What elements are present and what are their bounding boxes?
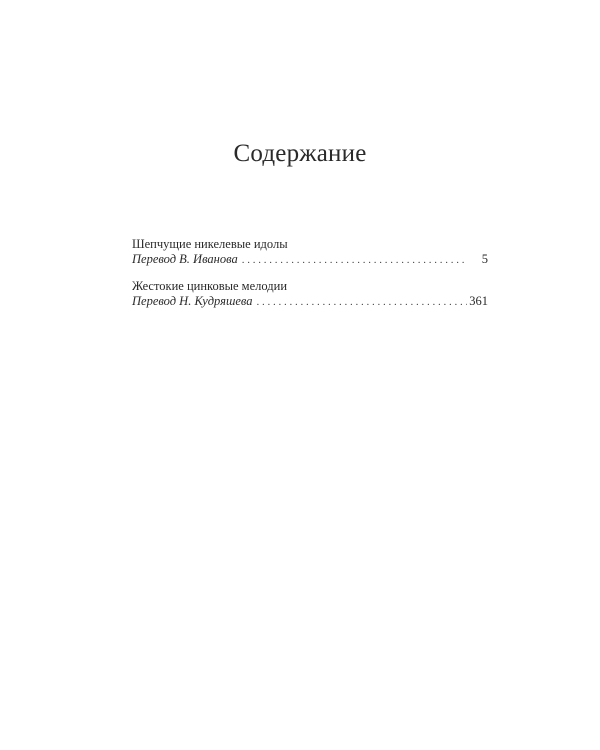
toc-entry-page-number: 5 — [481, 252, 488, 266]
toc-entry[interactable] — [132, 237, 488, 268]
toc-entry-line — [132, 294, 488, 310]
toc-entry-title: Шепчущие никелевые идолы — [132, 237, 288, 251]
table-of-contents — [132, 237, 488, 321]
toc-entry-translator: Перевод Н. Кудряшева — [132, 294, 253, 308]
toc-entry-title: Жестокие цинковые мелодии — [132, 279, 288, 293]
dot-leader — [257, 295, 468, 310]
page-title: Содержание — [233, 140, 367, 167]
toc-entry-translator: Перевод В. Иванова — [132, 252, 238, 266]
toc-entry-line — [132, 252, 488, 268]
toc-entry[interactable] — [132, 279, 488, 310]
toc-entry-page-number: 361 — [469, 294, 488, 308]
dot-leader — [242, 253, 468, 268]
